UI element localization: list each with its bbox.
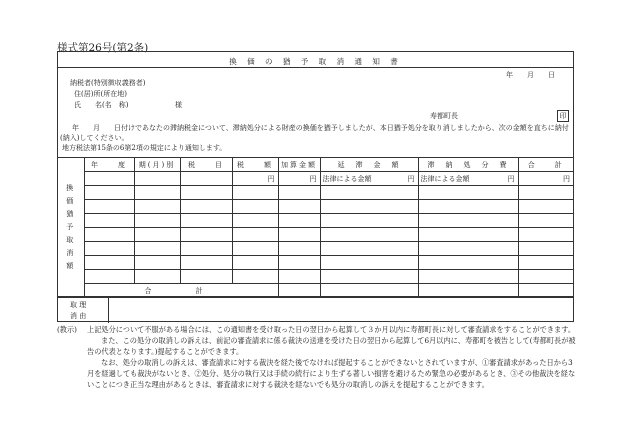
header-additional: 加算金額 xyxy=(278,158,320,172)
taxpayer-label: 納税者(特別徴収義務者) xyxy=(70,79,146,87)
teaching-paragraph-1: 上記処分について不服がある場合には、この通知書を受け取った日の翌日から起算して３か月以内に寿都町長に対して審査請求をすることができます。 xyxy=(87,325,576,334)
table-cell xyxy=(180,172,232,186)
header-disposition: 滞 納 処 分 費 xyxy=(418,158,518,172)
teaching-paragraph-3: なお、処分の取消しの訴えは、審査請求に対する裁決を経た後でなければ提起することができないとされていますが、①審査請求があった日から3月を経過しても裁決がないとき、②処分、処分の執行又は手続の続行により生ずる著しい損害を避けるため緊急の必要があるとき、③その他裁決を経ないことにつき正当な理由があるときは、審査請求に対する裁決を経ないでも処分の取消しの訴えを提起することができます。 xyxy=(87,358,576,389)
header-tax-item: 税 目 xyxy=(180,158,232,172)
seal-icon: 印 xyxy=(557,110,569,122)
header-period: 期(月)別 xyxy=(134,158,180,172)
side-label: 換 価 猶 予 取 消 額 xyxy=(58,158,84,298)
header-year: 年 度 xyxy=(84,158,134,172)
unit-total: 円 xyxy=(518,172,574,186)
table-row xyxy=(58,228,574,242)
unit-row xyxy=(58,172,574,186)
receipt-separator xyxy=(108,296,109,323)
teaching-label: (教示) xyxy=(57,325,77,334)
notice-body xyxy=(60,123,569,153)
amount-table xyxy=(58,157,574,298)
table-row xyxy=(58,186,574,200)
receipt-divider xyxy=(58,296,573,297)
cancellation-reason-label: 取 理 消 由 xyxy=(70,301,87,320)
unit-additional: 円 xyxy=(278,172,320,186)
issue-date: 年 月 日 xyxy=(506,71,555,79)
form-number: 様式第26号(第2条) xyxy=(57,42,149,54)
table-cell xyxy=(84,172,134,186)
total-label: 合 計 xyxy=(84,284,278,298)
address-label: 住(居)所(所在地) xyxy=(74,90,127,98)
unit-delinquency: 法律による金額 円 xyxy=(320,172,418,186)
name-label: 氏 名(名 称) xyxy=(74,101,129,109)
legal-basis: 地方税法第15条の6第2項の規定により通知します。 xyxy=(62,144,227,152)
header-total: 合 計 xyxy=(518,158,574,172)
header-tax-amount: 税 額 xyxy=(232,158,278,172)
table-row xyxy=(58,200,574,214)
notice-frame xyxy=(57,51,574,322)
table-row xyxy=(58,270,574,284)
honorific: 様 xyxy=(175,101,182,109)
title-divider xyxy=(58,67,573,68)
teaching-section xyxy=(57,324,579,390)
table-row xyxy=(58,256,574,270)
unit-tax: 円 xyxy=(232,172,278,186)
table-cell xyxy=(134,172,180,186)
issuer-name: 寿都町長 xyxy=(430,112,458,120)
header-delinquency: 延 滞 金 額 xyxy=(320,158,418,172)
table-row xyxy=(58,214,574,228)
document-title: 換 価 の 猶 予 取 消 通 知 書 xyxy=(229,57,402,66)
unit-disposition: 法律による金額 円 xyxy=(418,172,518,186)
notice-text: 年 月 日付けであなたの滞納税金について、滞納処分による財産の換価を猶予しましたが、本日猶予処分を取り消しましたから、次の金額を直ちに納付(納入)してください。 xyxy=(60,124,569,142)
table-header-row xyxy=(58,158,574,172)
table-row xyxy=(58,242,574,256)
teaching-paragraph-2: また、この処分の取消しの訴えは、前記の審査請求に係る裁決の送達を受けた日の翌日から起算して6月以内に、寿都町を被告として(寿都町長が被告の代表となります。)提起することができます。 xyxy=(87,336,576,356)
